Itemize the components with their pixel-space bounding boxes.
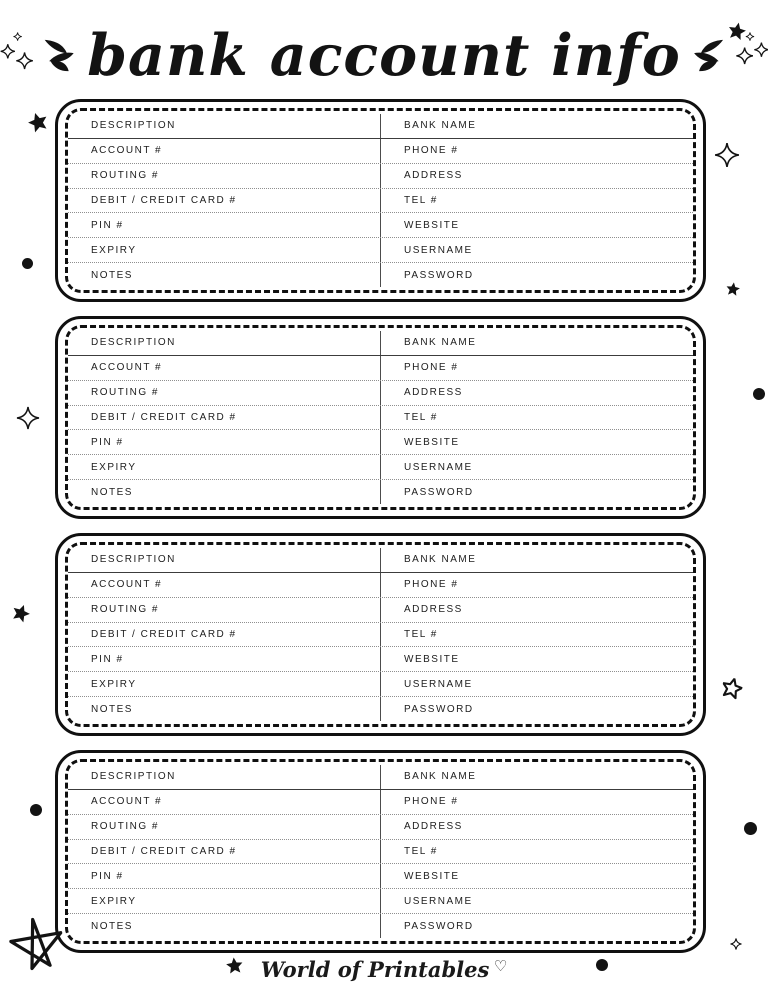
brand-signature: World of Printables bbox=[260, 957, 490, 982]
account-card bbox=[55, 316, 706, 519]
field-address: ADDRESS bbox=[380, 381, 693, 405]
field-bank-name: BANK NAME bbox=[380, 114, 693, 138]
field-bank-name: BANK NAME bbox=[380, 765, 693, 789]
field-website: WEBSITE bbox=[380, 430, 693, 454]
star-icon bbox=[725, 281, 741, 297]
table-row bbox=[68, 381, 693, 406]
field-address: ADDRESS bbox=[380, 598, 693, 622]
field-routing-number: ROUTING # bbox=[91, 170, 159, 182]
table-row bbox=[68, 790, 693, 815]
field-tel-number: TEL # bbox=[380, 406, 693, 430]
table-row bbox=[68, 114, 693, 139]
field-routing-number: ROUTING # bbox=[91, 604, 159, 616]
account-card-inner bbox=[65, 325, 696, 510]
field-bank-name: BANK NAME bbox=[380, 331, 693, 355]
sparkle-icon bbox=[714, 142, 740, 168]
field-notes: NOTES bbox=[91, 703, 133, 715]
table-row bbox=[68, 914, 693, 938]
sparkle-icon bbox=[730, 938, 742, 950]
field-tel-number: TEL # bbox=[380, 189, 693, 213]
table-row bbox=[68, 430, 693, 455]
field-debit-credit-card: DEBIT / CREDIT CARD # bbox=[91, 195, 237, 206]
sparkle-cluster-left-icon bbox=[0, 27, 34, 83]
field-account-number: ACCOUNT # bbox=[91, 579, 163, 591]
heart-icon: ♡ bbox=[493, 957, 508, 975]
account-card bbox=[55, 533, 706, 736]
field-pin-number: PIN # bbox=[91, 870, 124, 882]
field-password: PASSWORD bbox=[380, 263, 693, 287]
field-address: ADDRESS bbox=[380, 164, 693, 188]
dot-icon bbox=[30, 804, 42, 816]
star-outline-icon bbox=[720, 676, 744, 700]
field-pin-number: PIN # bbox=[91, 653, 124, 665]
table-row bbox=[68, 331, 693, 356]
page-title: bank account info bbox=[87, 21, 681, 89]
table-row bbox=[68, 573, 693, 598]
table-row bbox=[68, 356, 693, 381]
table-row bbox=[68, 864, 693, 889]
field-notes: NOTES bbox=[91, 920, 133, 932]
dot-icon bbox=[22, 258, 33, 269]
field-username: USERNAME bbox=[380, 889, 693, 913]
table-row bbox=[68, 480, 693, 504]
field-expiry: EXPIRY bbox=[91, 895, 137, 907]
table-row bbox=[68, 672, 693, 697]
field-debit-credit-card: DEBIT / CREDIT CARD # bbox=[91, 846, 237, 857]
table-row bbox=[68, 548, 693, 573]
field-account-number: ACCOUNT # bbox=[91, 796, 163, 808]
star-icon bbox=[25, 109, 50, 134]
field-routing-number: ROUTING # bbox=[91, 821, 159, 833]
leaf-flourish-left-icon bbox=[41, 30, 80, 80]
table-row bbox=[68, 189, 693, 214]
field-address: ADDRESS bbox=[380, 815, 693, 839]
table-row bbox=[68, 697, 693, 721]
field-debit-credit-card: DEBIT / CREDIT CARD # bbox=[91, 629, 237, 640]
field-website: WEBSITE bbox=[380, 647, 693, 671]
cards-container bbox=[55, 99, 706, 953]
field-tel-number: TEL # bbox=[380, 840, 693, 864]
field-username: USERNAME bbox=[380, 672, 693, 696]
account-card bbox=[55, 750, 706, 953]
table-row bbox=[68, 765, 693, 790]
field-account-number: ACCOUNT # bbox=[91, 145, 163, 157]
leaf-flourish-right-icon bbox=[688, 30, 727, 80]
field-notes: NOTES bbox=[91, 269, 133, 281]
field-password: PASSWORD bbox=[380, 914, 693, 938]
account-card-inner bbox=[65, 542, 696, 727]
field-website: WEBSITE bbox=[380, 213, 693, 237]
field-username: USERNAME bbox=[380, 455, 693, 479]
table-row bbox=[68, 213, 693, 238]
field-website: WEBSITE bbox=[380, 864, 693, 888]
table-row bbox=[68, 455, 693, 480]
field-phone-number: PHONE # bbox=[380, 356, 693, 380]
table-row bbox=[68, 840, 693, 865]
field-phone-number: PHONE # bbox=[380, 139, 693, 163]
table-row bbox=[68, 889, 693, 914]
field-phone-number: PHONE # bbox=[380, 573, 693, 597]
field-expiry: EXPIRY bbox=[91, 461, 137, 473]
table-row bbox=[68, 598, 693, 623]
page-header bbox=[0, 16, 768, 94]
star-icon bbox=[9, 601, 32, 624]
table-row bbox=[68, 815, 693, 840]
account-card bbox=[55, 99, 706, 302]
field-description: DESCRIPTION bbox=[91, 771, 176, 783]
table-row bbox=[68, 406, 693, 431]
sparkle-cluster-right-icon bbox=[734, 27, 768, 83]
field-description: DESCRIPTION bbox=[91, 120, 176, 132]
field-account-number: ACCOUNT # bbox=[91, 362, 163, 374]
dot-icon bbox=[744, 822, 757, 835]
table-row bbox=[68, 238, 693, 263]
table-row bbox=[68, 164, 693, 189]
sparkle-icon bbox=[16, 406, 40, 430]
table-row bbox=[68, 139, 693, 164]
field-password: PASSWORD bbox=[380, 480, 693, 504]
field-description: DESCRIPTION bbox=[91, 337, 176, 349]
field-password: PASSWORD bbox=[380, 697, 693, 721]
field-pin-number: PIN # bbox=[91, 219, 124, 231]
field-bank-name: BANK NAME bbox=[380, 548, 693, 572]
dot-icon bbox=[753, 388, 765, 400]
field-notes: NOTES bbox=[91, 486, 133, 498]
field-expiry: EXPIRY bbox=[91, 678, 137, 690]
field-username: USERNAME bbox=[380, 238, 693, 262]
account-card-inner bbox=[65, 759, 696, 944]
field-tel-number: TEL # bbox=[380, 623, 693, 647]
account-card-inner bbox=[65, 108, 696, 293]
field-description: DESCRIPTION bbox=[91, 554, 176, 566]
field-debit-credit-card: DEBIT / CREDIT CARD # bbox=[91, 412, 237, 423]
field-phone-number: PHONE # bbox=[380, 790, 693, 814]
page-footer bbox=[0, 957, 768, 982]
field-routing-number: ROUTING # bbox=[91, 387, 159, 399]
table-row bbox=[68, 647, 693, 672]
table-row bbox=[68, 263, 693, 287]
field-pin-number: PIN # bbox=[91, 436, 124, 448]
table-row bbox=[68, 623, 693, 648]
field-expiry: EXPIRY bbox=[91, 244, 137, 256]
